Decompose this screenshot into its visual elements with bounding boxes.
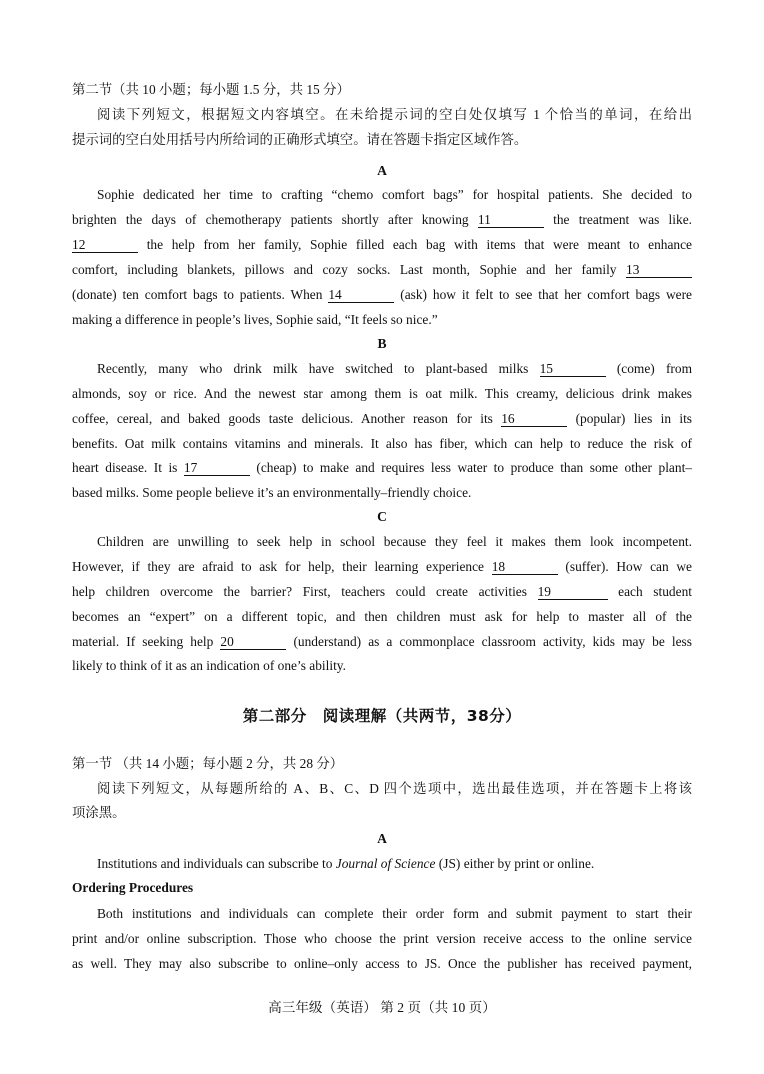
passage-a-line2: [72, 212, 692, 228]
reading-a-para-line2: print and/or online subscription. Those who choose the print version receive access to the online service: [72, 931, 692, 946]
section2-instruction-line1: 阅读下列短文，根据短文内容填空。在未给提示词的空白处仅填写 1 个恰当的单词，在给出: [97, 107, 692, 122]
passage-c-line4: becomes an “expert” on a different topic, and then children must ask for help to master all of the: [72, 609, 692, 624]
reading-a-letter: A: [377, 831, 387, 846]
passage-b-line4: benefits. Oat milk contains vitamins and minerals. It also has fiber, which can help to reduce the risk of: [72, 436, 692, 451]
blank-19[interactable]: 19: [538, 584, 608, 600]
part2-title: 第二部分 阅读理解（共两节，38分）: [242, 707, 522, 725]
passage-a-text: (ask) how it felt to see that her comfort bags were: [400, 287, 692, 302]
passage-b-text: (come) from: [616, 361, 692, 376]
passage-a-text: the help from her family, Sophie filled each bag with items that were meant to enhance: [146, 237, 692, 252]
ordering-procedures-heading: Ordering Procedures: [72, 880, 194, 895]
section1-instruction-line2: 项涂黑。: [72, 805, 126, 820]
page-footer: 高三年级（英语） 第 2 页（共 10 页）: [268, 1000, 496, 1015]
blank-13[interactable]: 13: [626, 262, 692, 278]
blank-12[interactable]: 12: [72, 237, 138, 253]
passage-a-line6: making a difference in people’s lives, Sophie said, “It feels so nice.”: [72, 312, 438, 327]
section1-header: 第一节 （共 14 小题；每小题 2 分，共 28 分）: [72, 756, 344, 771]
passage-c-line2: [72, 559, 692, 575]
passage-c-text: (understand) as a commonplace classroom activity, kids may be less: [293, 634, 692, 649]
passage-b-text: Recently, many who drink milk have switched to plant-based milks: [97, 361, 529, 376]
passage-a-text: brighten the days of chemotherapy patients shortly after knowing: [72, 212, 469, 227]
passage-a-line1: Sophie dedicated her time to crafting “chemo comfort bags” for hospital patients. She decided to: [97, 187, 692, 202]
reading-a-para-line3: as well. They may also subscribe to online–only access to JS. Once the publisher has received payment,: [72, 956, 692, 971]
passage-a-text: the treatment was like.: [553, 212, 692, 227]
section2-instruction-line2: 提示词的空白处用括号内所给词的正确形式填空。请在答题卡指定区域作答。: [72, 132, 528, 147]
blank-15[interactable]: 15: [540, 361, 606, 377]
blank-14[interactable]: 14: [328, 287, 394, 303]
passage-b-line6: based milks. Some people believe it’s an environmentally–friendly choice.: [72, 485, 472, 500]
reading-a-intro: [97, 856, 692, 872]
reading-a-text: Institutions and individuals can subscribe to: [97, 856, 333, 871]
passage-b-line1: [97, 361, 692, 377]
blank-16[interactable]: 16: [501, 411, 567, 427]
passage-a-line3: [72, 237, 692, 253]
section1-instruction-line1: 阅读下列短文，从每题所给的 A、B、C、D 四个选项中，选出最佳选项，并在答题卡上将该: [97, 781, 692, 796]
passage-a-text: (donate) ten comfort bags to patients. When: [72, 287, 323, 302]
passage-b-text: coffee, cereal, and baked goods taste delicious. Another reason for its: [72, 411, 493, 426]
journal-title: Journal of Science: [335, 856, 436, 871]
passage-a-letter: A: [377, 163, 387, 178]
passage-b-letter: B: [377, 336, 387, 351]
passage-a-text: comfort, including blankets, pillows and cozy socks. Last month, Sophie and her family: [72, 262, 617, 277]
passage-c-text: (suffer). How can we: [565, 559, 692, 574]
passage-a-line4: [72, 262, 692, 278]
passage-c-line3: [72, 584, 692, 600]
reading-a-text: (JS) either by print or online.: [438, 856, 595, 871]
blank-20[interactable]: 20: [220, 634, 286, 650]
passage-b-line2: almonds, soy or rice. And the newest star among them is oat milk. This creamy, delicious drink makes: [72, 386, 692, 401]
passage-c-text: However, if they are afraid to ask for help, their learning experience: [72, 559, 485, 574]
blank-17[interactable]: 17: [184, 460, 250, 476]
passage-c-line5: [72, 634, 692, 650]
passage-c-line6: likely to think of it as an indication of one’s ability.: [72, 658, 346, 673]
passage-b-text: (popular) lies in its: [575, 411, 692, 426]
passage-c-letter: C: [377, 509, 387, 524]
passage-b-line3: [72, 411, 692, 427]
passage-c-line1: Children are unwilling to seek help in school because they feel it makes them look incompetent.: [97, 534, 692, 549]
passage-a-line5: [72, 287, 692, 303]
passage-b-line5: [72, 460, 692, 476]
section2-header: 第二节（共 10 小题；每小题 1.5 分，共 15 分）: [72, 82, 350, 97]
blank-11[interactable]: 11: [478, 212, 544, 228]
passage-b-text: heart disease. It is: [72, 460, 178, 475]
blank-18[interactable]: 18: [492, 559, 558, 575]
reading-a-para-line1: Both institutions and individuals can complete their order form and submit payment to start their: [97, 906, 692, 921]
passage-b-text: (cheap) to make and requires less water to produce than some other plant–: [256, 460, 692, 475]
passage-c-text: help children overcome the barrier? First, teachers could create activities: [72, 584, 527, 599]
passage-c-text: material. If seeking help: [72, 634, 214, 649]
passage-c-text: each student: [618, 584, 692, 599]
